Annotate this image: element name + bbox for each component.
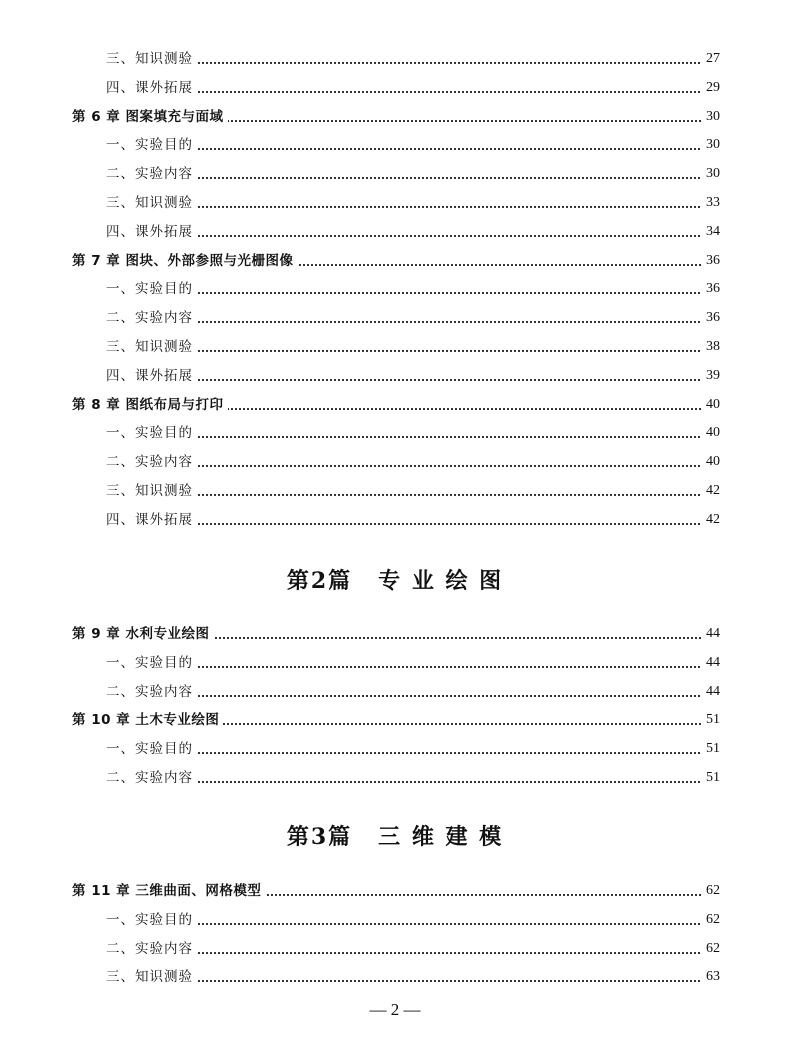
- dot-leader: [106, 752, 720, 754]
- toc-section-entry[interactable]: [0, 681, 790, 703]
- toc-entry-title: 一、实验目的: [106, 422, 197, 444]
- dot-leader: [106, 321, 720, 323]
- toc-entry-title: 第 6 章 图案填充与面域: [72, 106, 228, 128]
- part-3-title: [0, 820, 790, 851]
- dot-leader: [106, 62, 720, 64]
- toc-chapter-entry[interactable]: [0, 709, 790, 731]
- toc-section-entry[interactable]: [0, 134, 790, 156]
- toc-entry-title: 二、实验内容: [106, 307, 197, 329]
- toc-entry-title: 四、课外拓展: [106, 77, 197, 99]
- part-2-number: 第2篇: [286, 568, 353, 594]
- toc-entry-title: 第 8 章 图纸布局与打印: [72, 394, 228, 416]
- toc-section-entry[interactable]: [0, 480, 790, 502]
- toc-page-number: 44: [702, 681, 720, 703]
- toc-entry-title: 三、知识测验: [106, 336, 197, 358]
- toc-entry-title: 第 9 章 水利专业绘图: [72, 623, 214, 645]
- dot-leader: [106, 206, 720, 208]
- toc-section-entry[interactable]: [0, 451, 790, 473]
- toc-page-number: 27: [702, 48, 720, 70]
- toc-entry-title: 四、课外拓展: [106, 221, 197, 243]
- toc-section-entry[interactable]: [0, 307, 790, 329]
- toc-page-number: 42: [702, 509, 720, 531]
- toc-section-entry[interactable]: [0, 192, 790, 214]
- toc-page-number: 30: [702, 134, 720, 156]
- part-2-title: [0, 564, 790, 595]
- toc-entry-title: 二、实验内容: [106, 451, 197, 473]
- toc-section-entry[interactable]: [0, 938, 790, 960]
- toc-chapter-entry[interactable]: [0, 880, 790, 902]
- toc-page-number: 44: [702, 652, 720, 674]
- toc-chapter-entry[interactable]: [0, 106, 790, 128]
- toc-section-entry[interactable]: [0, 365, 790, 387]
- toc-page-number: 51: [702, 709, 720, 731]
- toc-section-entry[interactable]: [0, 652, 790, 674]
- toc-entry-title: 三、知识测验: [106, 48, 197, 70]
- toc-section-entry[interactable]: [0, 738, 790, 760]
- dot-leader: [106, 465, 720, 467]
- toc-page-number: 34: [702, 221, 720, 243]
- toc-chapter-entry[interactable]: [0, 394, 790, 416]
- toc-entry-title: 二、实验内容: [106, 681, 197, 703]
- toc-section-entry[interactable]: [0, 422, 790, 444]
- toc-section-entry[interactable]: [0, 509, 790, 531]
- toc-chapter-entry[interactable]: [0, 250, 790, 272]
- toc-entry-title: 一、实验目的: [106, 652, 197, 674]
- toc-page-number: 51: [702, 738, 720, 760]
- toc-section-entry[interactable]: [0, 767, 790, 789]
- part-3-name: 三 维 建 模: [378, 824, 504, 850]
- toc-entry-title: 一、实验目的: [106, 909, 197, 931]
- toc-entry-title: 二、实验内容: [106, 767, 197, 789]
- toc-entry-title: 二、实验内容: [106, 163, 197, 185]
- dot-leader: [106, 523, 720, 525]
- toc-page-number: 33: [702, 192, 720, 214]
- dot-leader: [106, 148, 720, 150]
- toc-page-number: 40: [702, 451, 720, 473]
- toc-entry-title: 第 10 章 土木专业绘图: [72, 709, 223, 731]
- toc-section-entry[interactable]: [0, 77, 790, 99]
- toc-page-number: 44: [702, 623, 720, 645]
- dot-leader: [106, 292, 720, 294]
- toc-section-entry[interactable]: [0, 966, 790, 988]
- part-2-name: 专 业 绘 图: [378, 568, 504, 594]
- toc-page-number: 62: [702, 909, 720, 931]
- toc-page-number: 63: [702, 966, 720, 988]
- dot-leader: [106, 952, 720, 954]
- dot-leader: [106, 923, 720, 925]
- toc-entry-title: 一、实验目的: [106, 134, 197, 156]
- toc-page-number: 51: [702, 767, 720, 789]
- toc-section-entry[interactable]: [0, 48, 790, 70]
- toc-entry-title: 第 11 章 三维曲面、网格模型: [72, 880, 265, 902]
- dot-leader: [106, 666, 720, 668]
- page-number: — 2 —: [369, 1000, 421, 1019]
- toc-entry-title: 四、课外拓展: [106, 509, 197, 531]
- dot-leader: [106, 91, 720, 93]
- dot-leader: [106, 379, 720, 381]
- dot-leader: [106, 980, 720, 982]
- toc-page-number: 40: [702, 394, 720, 416]
- toc-entry-title: 四、课外拓展: [106, 365, 197, 387]
- toc-section-entry[interactable]: [0, 163, 790, 185]
- toc-page-number: 36: [702, 278, 720, 300]
- toc-entry-title: 三、知识测验: [106, 966, 197, 988]
- toc-page-number: 40: [702, 422, 720, 444]
- dot-leader: [106, 350, 720, 352]
- dot-leader: [106, 781, 720, 783]
- toc-page-number: 29: [702, 77, 720, 99]
- toc-page-number: 42: [702, 480, 720, 502]
- toc-page-number: 39: [702, 365, 720, 387]
- toc-page-number: 30: [702, 163, 720, 185]
- toc-chapter-entry[interactable]: [0, 623, 790, 645]
- toc-entry-title: 第 7 章 图块、外部参照与光栅图像: [72, 250, 298, 272]
- toc-entry-title: 二、实验内容: [106, 938, 197, 960]
- toc-section-entry[interactable]: [0, 278, 790, 300]
- toc-page-number: 62: [702, 938, 720, 960]
- toc-page-number: 62: [702, 880, 720, 902]
- toc-section-entry[interactable]: [0, 909, 790, 931]
- toc-entry-title: 三、知识测验: [106, 192, 197, 214]
- toc-page-number: 38: [702, 336, 720, 358]
- dot-leader: [106, 494, 720, 496]
- dot-leader: [106, 235, 720, 237]
- dot-leader: [106, 177, 720, 179]
- dot-leader: [106, 436, 720, 438]
- toc-section-entry[interactable]: [0, 221, 790, 243]
- toc-entry-title: 一、实验目的: [106, 738, 197, 760]
- dot-leader: [106, 695, 720, 697]
- part-3-number: 第3篇: [286, 824, 353, 850]
- toc-entry-title: 一、实验目的: [106, 278, 197, 300]
- toc-page-number: 36: [702, 250, 720, 272]
- toc-page-number: 36: [702, 307, 720, 329]
- toc-entry-title: 三、知识测验: [106, 480, 197, 502]
- toc-section-entry[interactable]: [0, 336, 790, 358]
- toc-page-number: 30: [702, 106, 720, 128]
